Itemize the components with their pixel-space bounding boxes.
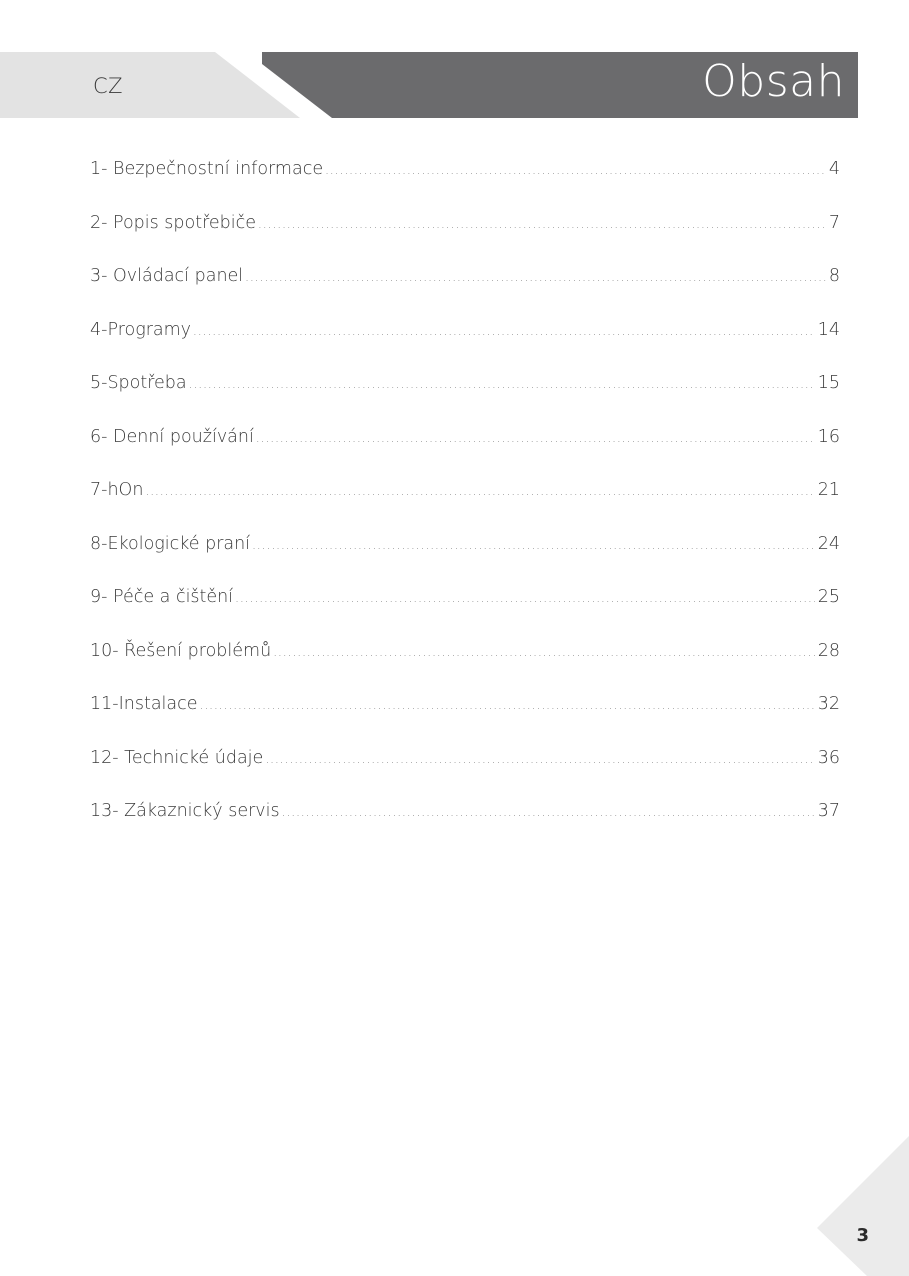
toc-entry-label: 2- Popis spotřebiče (90, 212, 257, 233)
toc-entry[interactable] (90, 206, 840, 260)
toc-entry[interactable] (90, 420, 840, 474)
toc-entry-page: 15 (817, 373, 840, 393)
toc-dot-leader (193, 314, 815, 348)
toc-entry[interactable] (90, 313, 840, 367)
toc-entry-page: 36 (817, 747, 840, 768)
toc-entry-page: 25 (817, 587, 840, 607)
toc-entry-label: 12- Technické údaje (90, 747, 264, 768)
language-label: CZ (93, 74, 124, 98)
toc-entry-label: 13- Zákaznický servis (90, 801, 280, 821)
toc-dot-leader (235, 581, 815, 615)
toc-entry-page: 24 (817, 533, 840, 554)
toc-entry-label: 4-Programy (90, 319, 192, 340)
toc-entry-label: 6- Denní používání (90, 426, 254, 447)
toc-entry-label: 3- Ovládací panel (90, 266, 244, 286)
toc-dot-leader (145, 474, 814, 508)
toc-entry-label: 10- Řešení problémů (90, 640, 272, 661)
toc-entry[interactable] (90, 366, 840, 420)
toc-dot-leader (273, 635, 815, 669)
toc-entry-page: 21 (817, 480, 840, 500)
toc-dot-leader (258, 207, 826, 241)
toc-entry-page: 14 (817, 319, 840, 340)
toc-dot-leader (256, 421, 815, 455)
toc-entry[interactable] (90, 634, 840, 688)
page-corner-shape (817, 1136, 909, 1276)
toc-entry[interactable] (90, 527, 840, 581)
table-of-contents (90, 152, 840, 848)
toc-entry-label: 11-Instalace (90, 694, 198, 714)
toc-entry-page: 8 (828, 266, 840, 286)
toc-dot-leader (252, 528, 815, 562)
toc-entry[interactable] (90, 152, 840, 206)
toc-entry[interactable] (90, 794, 840, 848)
header-light-tab (0, 52, 300, 118)
toc-entry-label: 8-Ekologické praní (90, 533, 251, 554)
toc-entry-label: 7-hOn (90, 480, 144, 500)
toc-entry[interactable] (90, 741, 840, 795)
toc-entry-page: 37 (817, 801, 840, 821)
toc-entry-page: 28 (817, 640, 840, 661)
toc-dot-leader (265, 742, 814, 776)
toc-entry[interactable] (90, 580, 840, 634)
toc-entry[interactable] (90, 473, 840, 527)
toc-dot-leader (325, 153, 826, 187)
toc-entry[interactable] (90, 259, 840, 313)
toc-entry-label: 1- Bezpečnostní informace (90, 159, 324, 179)
page-number: 3 (856, 1225, 869, 1246)
toc-entry-page: 4 (828, 159, 840, 179)
page-title: Obsah (702, 56, 845, 107)
toc-entry-label: 5-Spotřeba (90, 373, 187, 393)
toc-dot-leader (200, 688, 815, 722)
toc-entry-label: 9- Péče a čištění (90, 587, 234, 607)
toc-entry[interactable] (90, 687, 840, 741)
toc-dot-leader (245, 260, 826, 294)
toc-entry-page: 7 (828, 212, 840, 233)
toc-dot-leader (189, 367, 815, 401)
page-corner-tab (809, 1136, 909, 1276)
toc-entry-page: 32 (817, 694, 840, 714)
toc-entry-page: 16 (817, 426, 840, 447)
toc-dot-leader (282, 795, 815, 829)
